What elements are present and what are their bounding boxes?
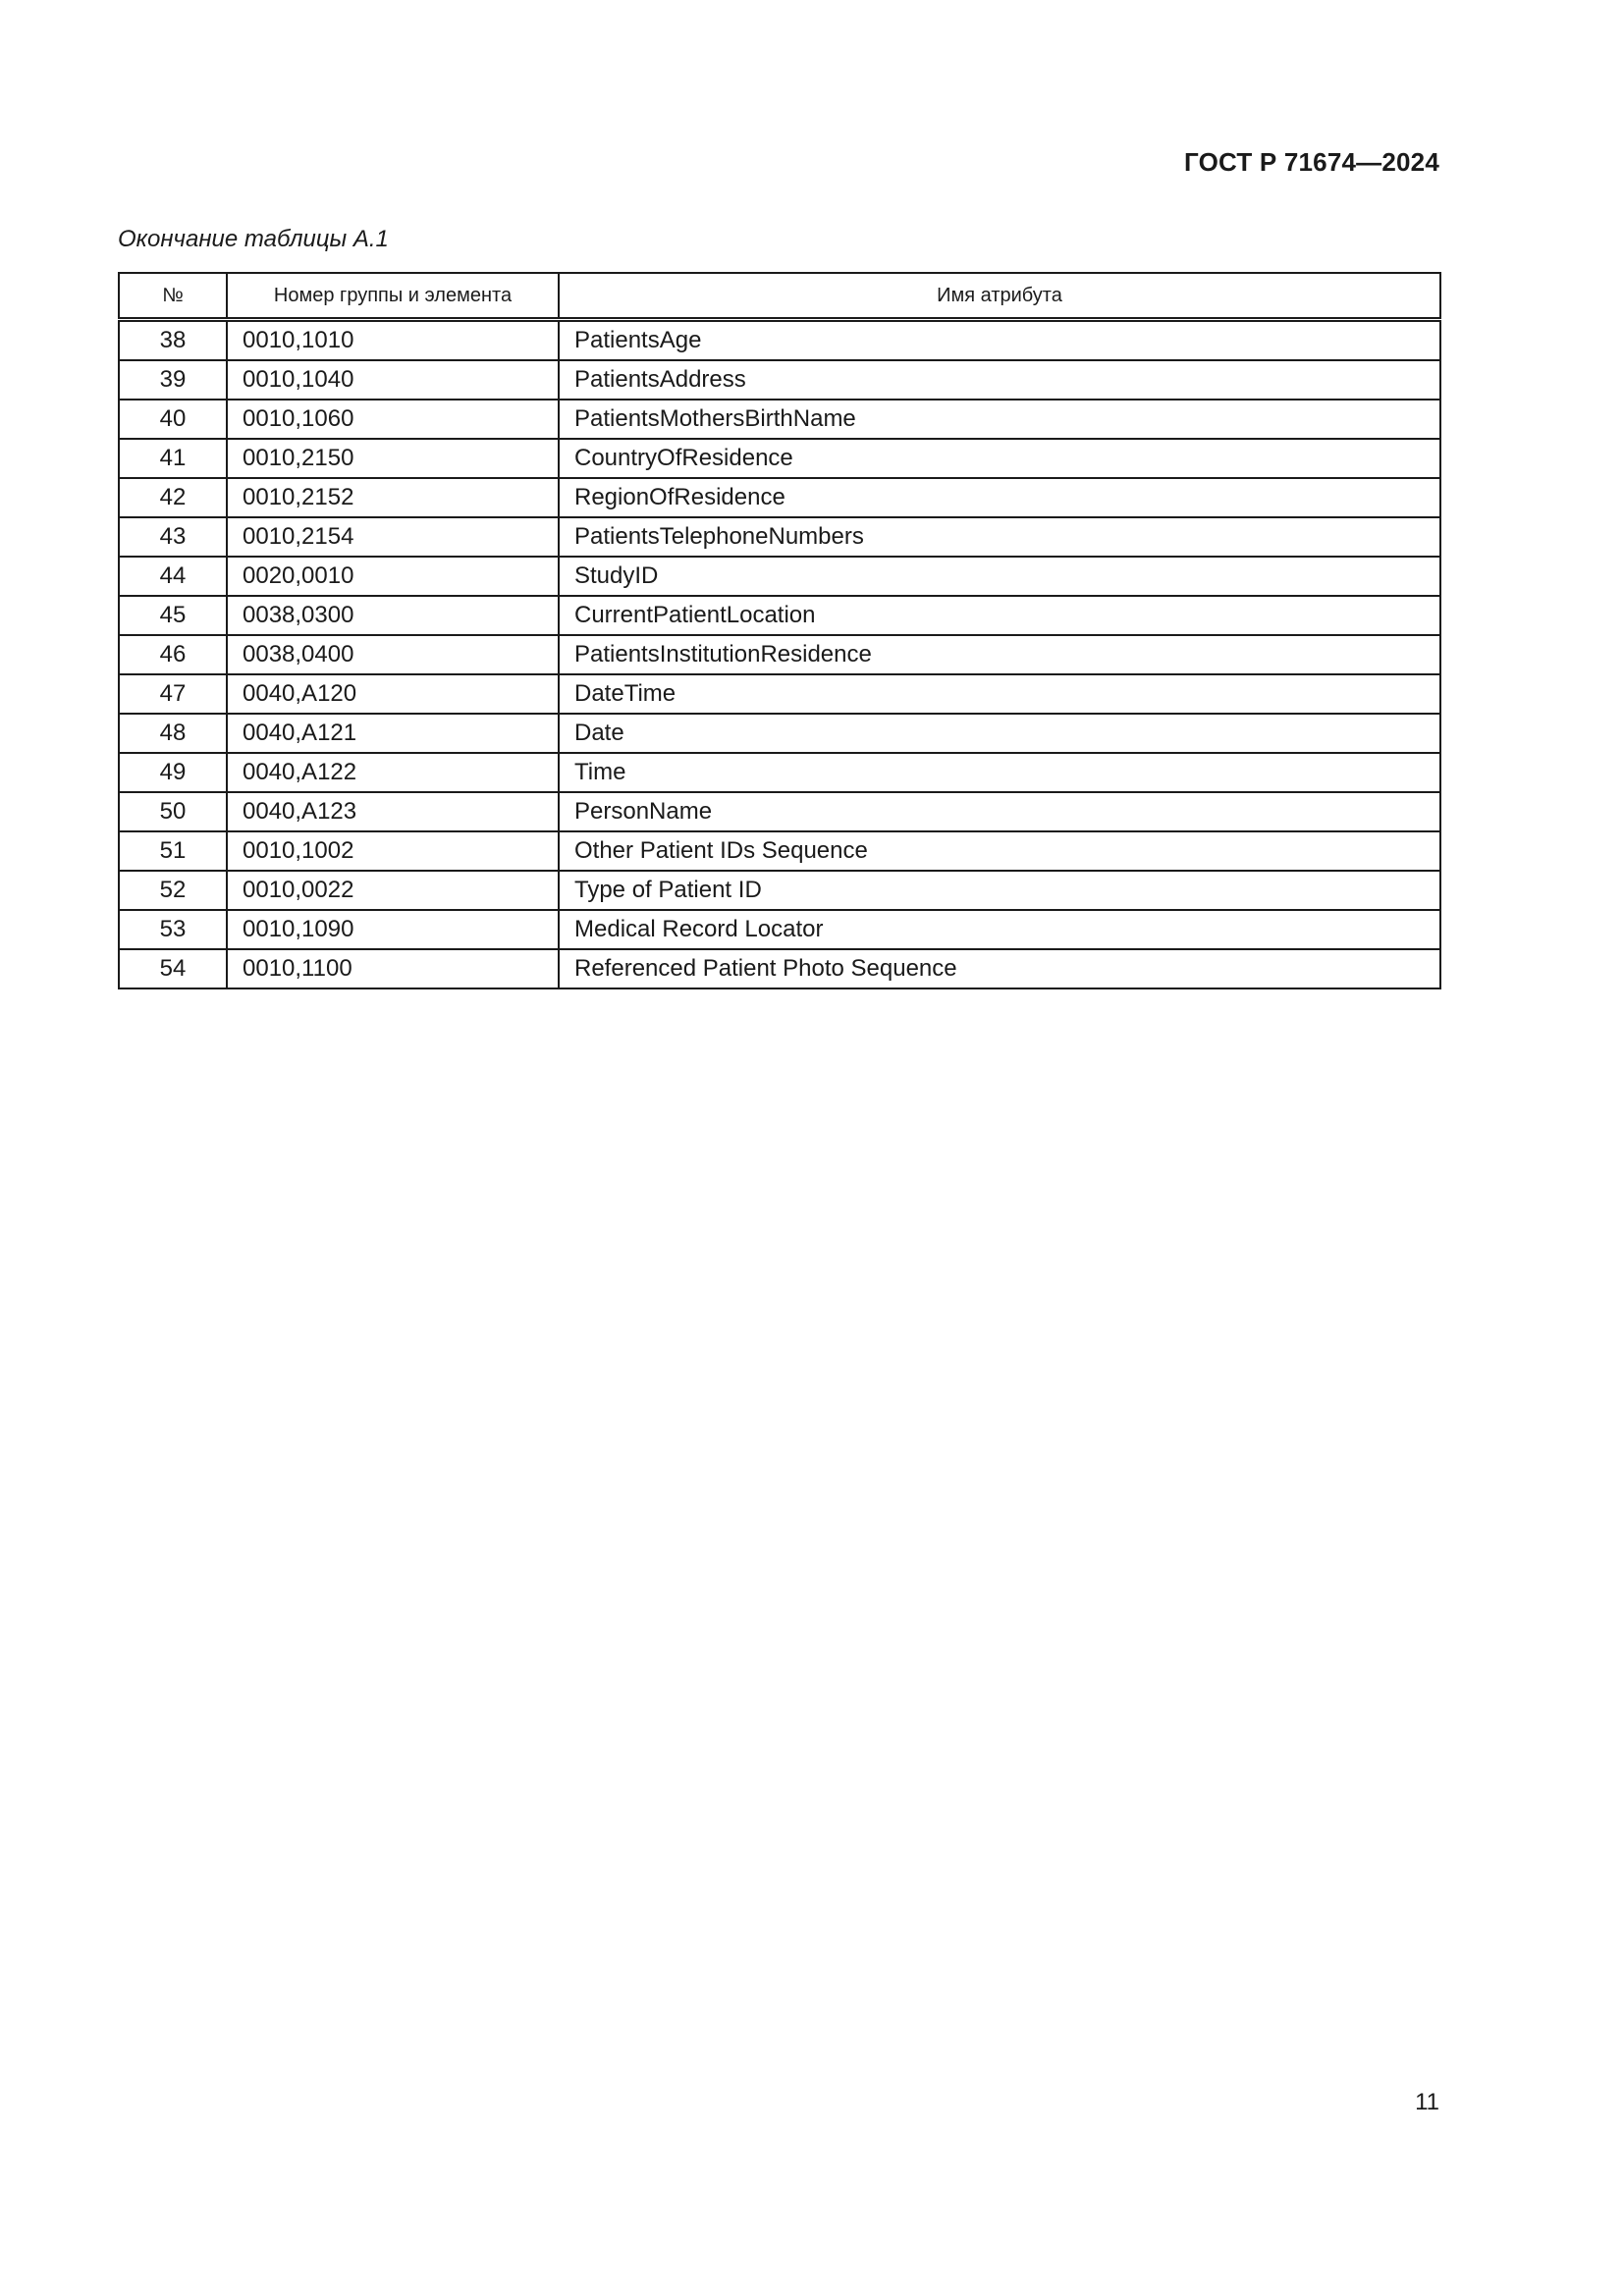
group-element-cell: 0010,1060: [227, 400, 559, 439]
table-row: [119, 714, 1440, 753]
table-row: [119, 478, 1440, 517]
table-row: [119, 439, 1440, 478]
group-element-cell: 0010,1040: [227, 360, 559, 400]
row-number-cell: 43: [119, 517, 227, 557]
table-row: [119, 674, 1440, 714]
attribute-name-cell: Time: [559, 753, 1440, 792]
row-number-cell: 54: [119, 949, 227, 988]
group-element-cell: 0010,0022: [227, 871, 559, 910]
group-element-cell: 0010,2150: [227, 439, 559, 478]
row-number-cell: 49: [119, 753, 227, 792]
attribute-name-cell: Date: [559, 714, 1440, 753]
column-header-group-element: Номер группы и элемента: [227, 273, 559, 320]
table-caption: Окончание таблицы А.1: [118, 226, 389, 252]
group-element-cell: 0020,0010: [227, 557, 559, 596]
row-number-cell: 41: [119, 439, 227, 478]
table-row: [119, 320, 1440, 361]
row-number-cell: 51: [119, 831, 227, 871]
group-element-cell: 0038,0300: [227, 596, 559, 635]
table-row: [119, 949, 1440, 988]
row-number-cell: 38: [119, 320, 227, 361]
group-element-cell: 0040,A122: [227, 753, 559, 792]
group-element-cell: 0040,A120: [227, 674, 559, 714]
group-element-cell: 0010,2152: [227, 478, 559, 517]
column-header-number: №: [119, 273, 227, 320]
group-element-cell: 0010,1100: [227, 949, 559, 988]
page-number: 11: [1415, 2089, 1439, 2115]
attribute-name-cell: StudyID: [559, 557, 1440, 596]
group-element-cell: 0038,0400: [227, 635, 559, 674]
row-number-cell: 40: [119, 400, 227, 439]
table-row: [119, 635, 1440, 674]
table-row: [119, 753, 1440, 792]
attribute-name-cell: PatientsInstitutionResidence: [559, 635, 1440, 674]
row-number-cell: 47: [119, 674, 227, 714]
row-number-cell: 46: [119, 635, 227, 674]
row-number-cell: 44: [119, 557, 227, 596]
group-element-cell: 0040,A121: [227, 714, 559, 753]
attribute-name-cell: CountryOfResidence: [559, 439, 1440, 478]
attribute-name-cell: PatientsAddress: [559, 360, 1440, 400]
attribute-name-cell: Referenced Patient Photo Sequence: [559, 949, 1440, 988]
row-number-cell: 48: [119, 714, 227, 753]
table-row: [119, 596, 1440, 635]
row-number-cell: 45: [119, 596, 227, 635]
table-header-row: [119, 273, 1440, 320]
table-row: [119, 400, 1440, 439]
group-element-cell: 0010,1010: [227, 320, 559, 361]
attribute-table: [118, 272, 1441, 989]
group-element-cell: 0010,1090: [227, 910, 559, 949]
table-row: [119, 792, 1440, 831]
row-number-cell: 52: [119, 871, 227, 910]
table-row: [119, 831, 1440, 871]
table-row: [119, 517, 1440, 557]
group-element-cell: 0010,2154: [227, 517, 559, 557]
row-number-cell: 53: [119, 910, 227, 949]
attribute-name-cell: RegionOfResidence: [559, 478, 1440, 517]
attribute-name-cell: PatientsMothersBirthName: [559, 400, 1440, 439]
table-row: [119, 360, 1440, 400]
column-header-attribute-name: Имя атрибута: [559, 273, 1440, 320]
table-row: [119, 910, 1440, 949]
table-row: [119, 557, 1440, 596]
document-code-header: ГОСТ Р 71674—2024: [1184, 147, 1439, 177]
attribute-name-cell: PersonName: [559, 792, 1440, 831]
group-element-cell: 0040,A123: [227, 792, 559, 831]
row-number-cell: 42: [119, 478, 227, 517]
attribute-name-cell: Type of Patient ID: [559, 871, 1440, 910]
attribute-name-cell: DateTime: [559, 674, 1440, 714]
attribute-name-cell: CurrentPatientLocation: [559, 596, 1440, 635]
attribute-name-cell: PatientsAge: [559, 320, 1440, 361]
attribute-name-cell: PatientsTelephoneNumbers: [559, 517, 1440, 557]
attribute-name-cell: Medical Record Locator: [559, 910, 1440, 949]
attribute-name-cell: Other Patient IDs Sequence: [559, 831, 1440, 871]
row-number-cell: 50: [119, 792, 227, 831]
row-number-cell: 39: [119, 360, 227, 400]
group-element-cell: 0010,1002: [227, 831, 559, 871]
table-row: [119, 871, 1440, 910]
table-body: [119, 320, 1440, 989]
